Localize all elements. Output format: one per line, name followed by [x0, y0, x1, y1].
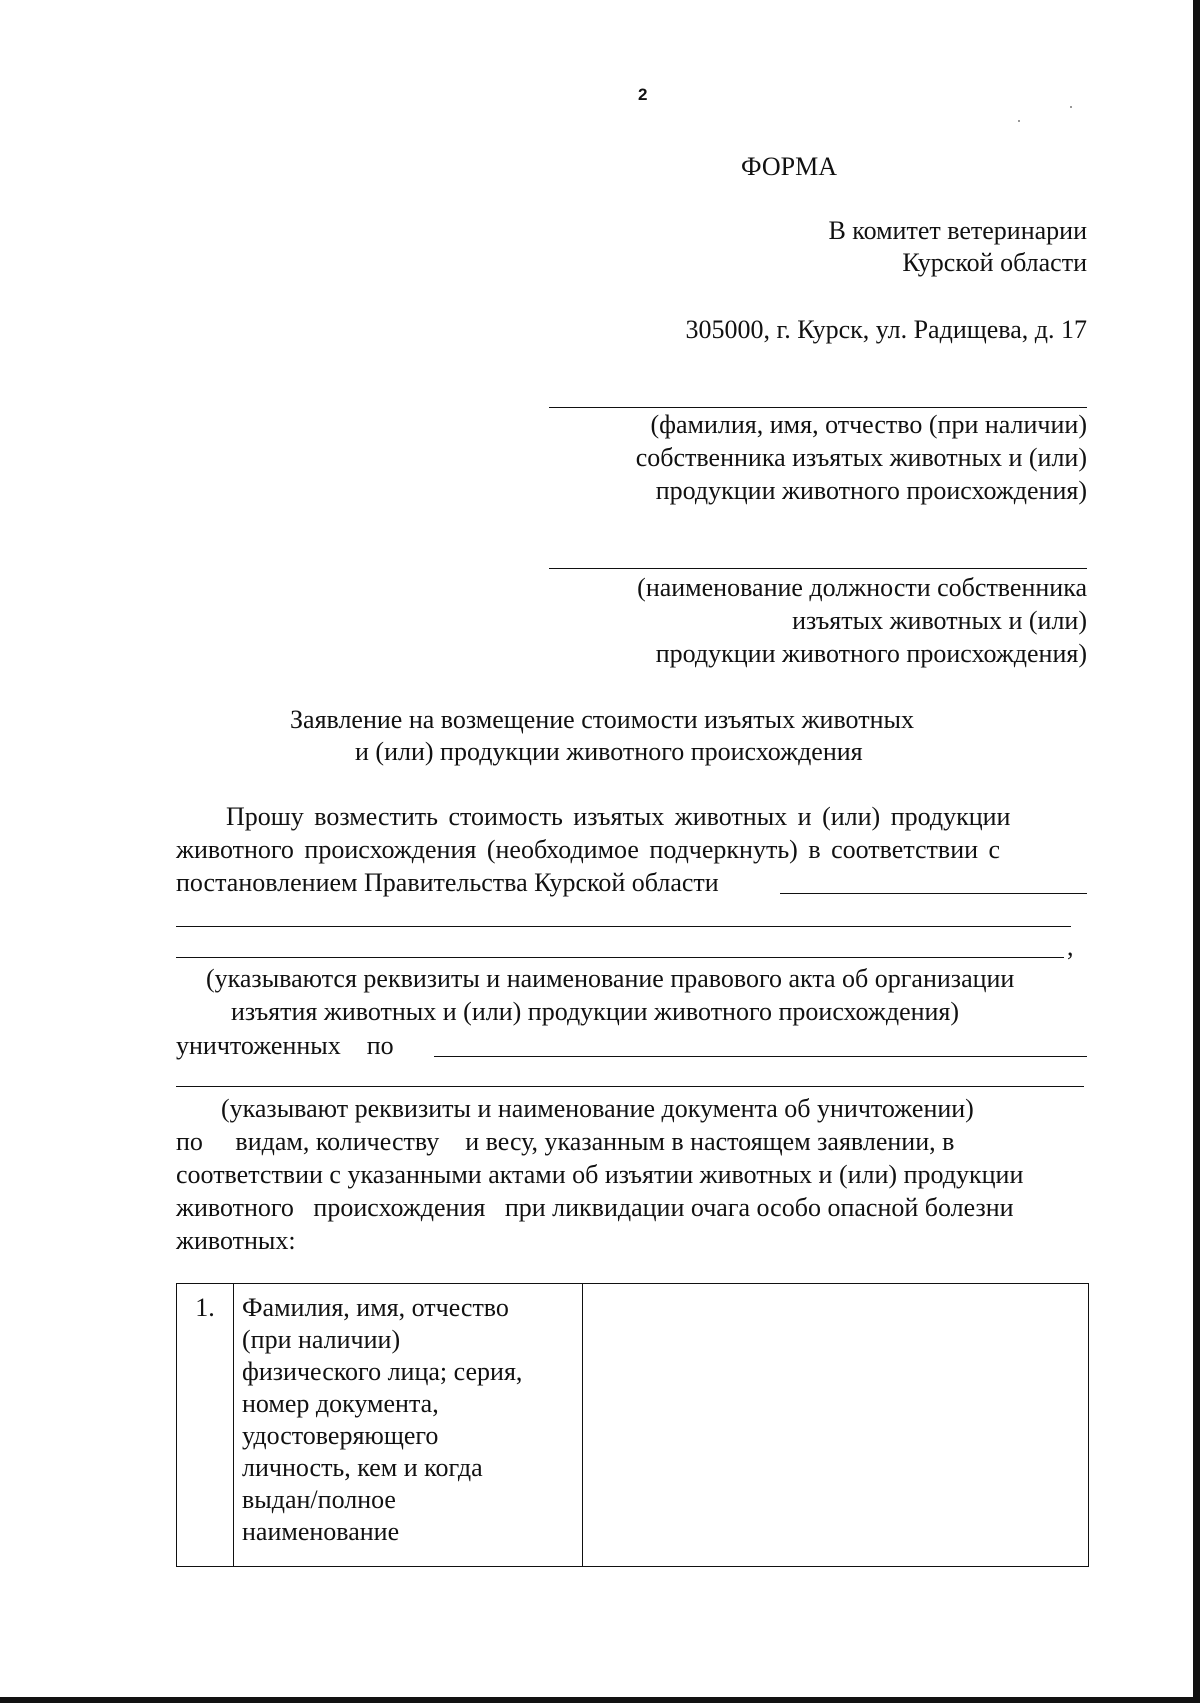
body-line-1: Прошу возместить стоимость изъятых животных и (или) продукции: [226, 802, 1011, 831]
doc-hint: (указывают реквизиты и наименование документа об уничтожении): [221, 1094, 974, 1123]
statement-title-line-1: Заявление на возмещение стоимости изъятых животных: [290, 705, 914, 734]
row-label-line: выдан/полное: [242, 1485, 396, 1514]
row-label-line: удостоверяющего: [242, 1421, 439, 1450]
addressee-line-1: В комитет ветеринарии: [828, 216, 1087, 245]
statement-title-line-2: и (или) продукции животного происхождения: [355, 737, 863, 766]
owner-position-hint-3: продукции животного происхождения): [655, 639, 1087, 668]
row-label-line: номер документа,: [242, 1389, 439, 1418]
destroyed-label: уничтоженных по: [176, 1031, 394, 1060]
page-number: 2: [638, 85, 648, 104]
scan-speck: [1070, 106, 1072, 108]
table-row: [177, 1284, 1089, 1567]
body-p2-line-3: животного происхождения при ликвидации очага особо опасной болезни: [176, 1193, 1014, 1222]
scan-speck: [1018, 120, 1020, 122]
resolution-blank-3[interactable]: [176, 957, 1064, 958]
row-label: [234, 1284, 583, 1567]
scan-edge-right: [1193, 0, 1200, 1703]
act-hint-line-2: изъятия животных и (или) продукции животного происхождения): [231, 997, 960, 1026]
act-hint-line-1: (указываются реквизиты и наименование правового акта об организации: [206, 964, 1015, 993]
owner-name-blank[interactable]: [549, 407, 1087, 408]
resolution-blank-1[interactable]: [780, 893, 1087, 894]
body-p2-line-1: по видам, количеству и весу, указанным в настоящем заявлении, в: [176, 1127, 955, 1156]
owner-name-hint-1: (фамилия, имя, отчество (при наличии): [650, 410, 1087, 439]
row-label-line: наименование: [242, 1517, 400, 1546]
row-label-line: Фамилия, имя, отчество: [242, 1293, 509, 1322]
row-label-line: физического лица; серия,: [242, 1357, 523, 1386]
scan-edge-bottom: [0, 1697, 1200, 1703]
owner-position-hint-2: изъятых животных и (или): [792, 606, 1087, 635]
row-number: 1.: [177, 1284, 234, 1567]
owner-position-blank[interactable]: [549, 568, 1087, 569]
owner-name-hint-3: продукции животного происхождения): [655, 476, 1087, 505]
row-label-line: (при наличии): [242, 1325, 401, 1354]
destroyed-doc-blank-1[interactable]: [434, 1056, 1087, 1057]
resolution-blank-2[interactable]: [176, 926, 1071, 927]
addressee-line-2: Курской области: [902, 248, 1087, 277]
applicant-info-table: [176, 1283, 1089, 1567]
resolution-comma: ,: [1067, 932, 1074, 961]
owner-name-hint-2: собственника изъятых животных и (или): [635, 443, 1087, 472]
body-p2-line-2: соответствии с указанными актами об изъятии животных и (или) продукции: [176, 1160, 1024, 1189]
body-p2-line-4: животных:: [176, 1226, 296, 1255]
row-label-line: личность, кем и когда: [242, 1453, 483, 1482]
body-line-2: животного происхождения (необходимое подчеркнуть) в соответствии с: [176, 835, 1001, 864]
body-line-3: постановлением Правительства Курской области: [176, 868, 719, 897]
addressee-address: 305000, г. Курск, ул. Радищева, д. 17: [685, 315, 1087, 344]
form-title: ФОРМА: [741, 152, 837, 181]
row-value-field[interactable]: [583, 1284, 1089, 1567]
destroyed-doc-blank-2[interactable]: [176, 1086, 1084, 1087]
owner-position-hint-1: (наименование должности собственника: [637, 573, 1087, 602]
